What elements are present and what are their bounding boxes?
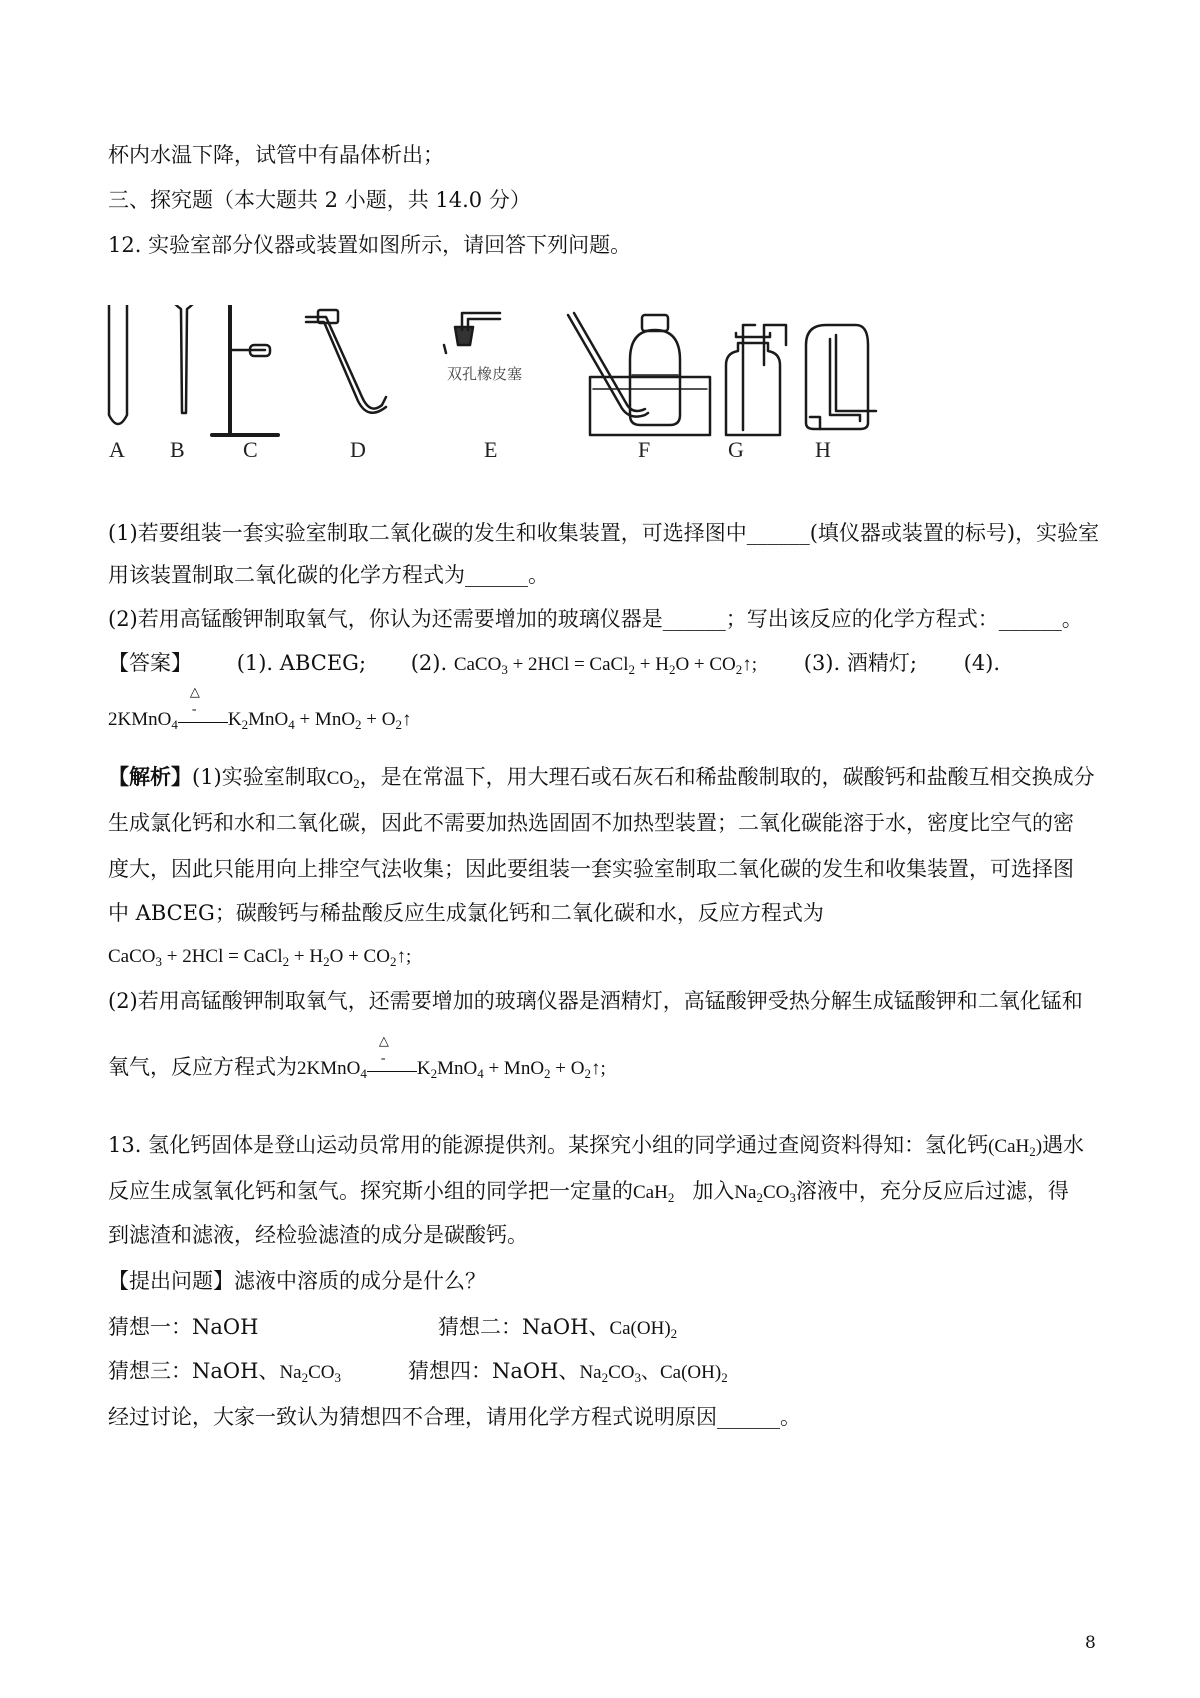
iron-stand-c xyxy=(212,305,278,435)
q13-line-1: 13. 氢化钙固体是登山运动员常用的能源提供剂。某探究小组的同学通过查阅资料得知：氢化钙(CaH$_2$)遇水 xyxy=(108,1133,1085,1159)
label-a: A xyxy=(109,437,125,462)
continued-text: 杯内水温下降，试管中有晶体析出； xyxy=(108,143,444,167)
analysis-line-1: 【解析】(1)实验室制取$CO_2$，是在常温下，用大理石或石灰石和稀盐酸制取的，碳酸钙和盐酸互相交换成分 xyxy=(108,764,1095,791)
guess-row-1 xyxy=(108,1312,677,1344)
analysis-line-2: 生成氯化钙和水和二氧化碳，因此不需要加热选固固不加热型装置；二氧化碳能溶于水，密度比空气的密 xyxy=(108,811,1074,835)
guess-1: 猜想一：NaOH xyxy=(108,1315,259,1339)
stopper-caption: 双孔橡皮塞 xyxy=(447,365,523,383)
guess-4: 猜想四：NaOH、$Na_2CO_3$、$Ca(OH)_2$ xyxy=(408,1359,728,1385)
page-number: 8 xyxy=(1085,1633,1096,1653)
bent-tube-d xyxy=(306,310,386,413)
gas-bottle-g xyxy=(726,325,786,435)
q13-conclusion: 经过讨论，大家一致认为猜想四不合理，请用化学方程式说明原因______。 xyxy=(108,1405,801,1429)
heat-condition-2: △ - xyxy=(367,1060,417,1080)
analysis-line-4: 中 ABCEG；碳酸钙与稀盐酸反应生成氯化钙和二氧化碳和水，反应方程式为 xyxy=(108,901,824,925)
guess-2: 猜想二：NaOH、$Ca(OH)_2$ xyxy=(438,1315,678,1341)
q12-part1-line1: (1)若要组装一套实验室制取二氧化碳的发生和收集装置，可选择图中______(填仪器或装置的标号)，实验室 xyxy=(108,521,1100,545)
trough-f xyxy=(568,313,710,435)
answer-label: 【答案】 xyxy=(108,651,192,675)
answer-2-prefix: (2). xyxy=(410,651,448,675)
analysis-line-6: (2)若用高锰酸钾制取氧气，还需要增加的玻璃仪器是酒精灯，高锰酸钾受热分解生成锰酸钾和二氧化锰和 xyxy=(108,989,1083,1013)
q12-stem: 12. 实验室部分仪器或装置如图所示，请回答下列问题。 xyxy=(108,233,632,257)
q12-part2: (2)若用高锰酸钾制取氧气，你认为还需要增加的玻璃仪器是______；写出该反应的化学方程式：______。 xyxy=(108,607,1083,631)
analysis-line-7: 氧气，反应方程式为2KMnO$_4$ △ - $K_2MnO_4 + MnO_2$ + $O_2↑$; xyxy=(108,1032,606,1081)
answer-line xyxy=(108,648,1000,680)
equation-kmno4: 2KMnO$_4$ △ - $K_2MnO_4 + MnO_2$ + $O_2↑$ xyxy=(108,683,412,732)
label-g: G xyxy=(728,437,744,462)
guess-row-2 xyxy=(108,1356,728,1388)
gas-bottle-h xyxy=(806,325,876,429)
label-d: D xyxy=(350,437,366,462)
analysis-line-3: 度大，因此只能用向上排空气法收集；因此要组装一套实验室制取二氧化碳的发生和收集装置，可选择图 xyxy=(108,857,1074,881)
equation-caco3: CaCO$_3$ + 2HCl = CaCl$_2$ + $H_2O$ + $CO_2↑$; xyxy=(453,654,758,677)
label-h: H xyxy=(815,437,831,462)
label-f: F xyxy=(638,437,651,462)
label-b: B xyxy=(170,437,185,462)
heat-condition: △ - xyxy=(178,711,228,731)
q13-line-3: 到滤渣和滤液，经检验滤渣的成分是碳酸钙。 xyxy=(108,1223,528,1247)
section-heading: 三、探究题（本大题共 2 小题，共 14.0 分） xyxy=(108,188,531,212)
answer-1: (1). ABCEG; xyxy=(236,651,367,675)
funnel-b xyxy=(170,305,199,413)
apparatus-figure xyxy=(100,305,980,510)
analysis-equation: CaCO$_3$ + 2HCl = CaCl$_2$ + $H_2O$ + $CO_2↑$; xyxy=(108,946,412,969)
two-hole-stopper-e xyxy=(444,313,500,353)
analysis-label: 【解析】 xyxy=(108,764,192,789)
test-tube-a xyxy=(106,305,130,424)
answer-4: (4). xyxy=(963,651,1001,675)
answer-3: (3). 酒精灯; xyxy=(803,651,917,675)
label-e: E xyxy=(484,437,498,462)
q13-question: 【提出问题】滤液中溶质的成分是什么？ xyxy=(108,1269,486,1293)
q13-line-2: 反应生成氢氧化钙和氢气。探究斯小组的同学把一定量的CaH$_2$ 加入$Na_2CO_3$溶液中，充分反应后过滤，得 xyxy=(108,1179,1069,1205)
guess-3: 猜想三：NaOH、$Na_2CO_3$ xyxy=(108,1359,341,1385)
q12-part1-line2: 用该装置制取二氧化碳的化学方程式为______。 xyxy=(108,563,549,587)
label-c: C xyxy=(243,437,258,462)
